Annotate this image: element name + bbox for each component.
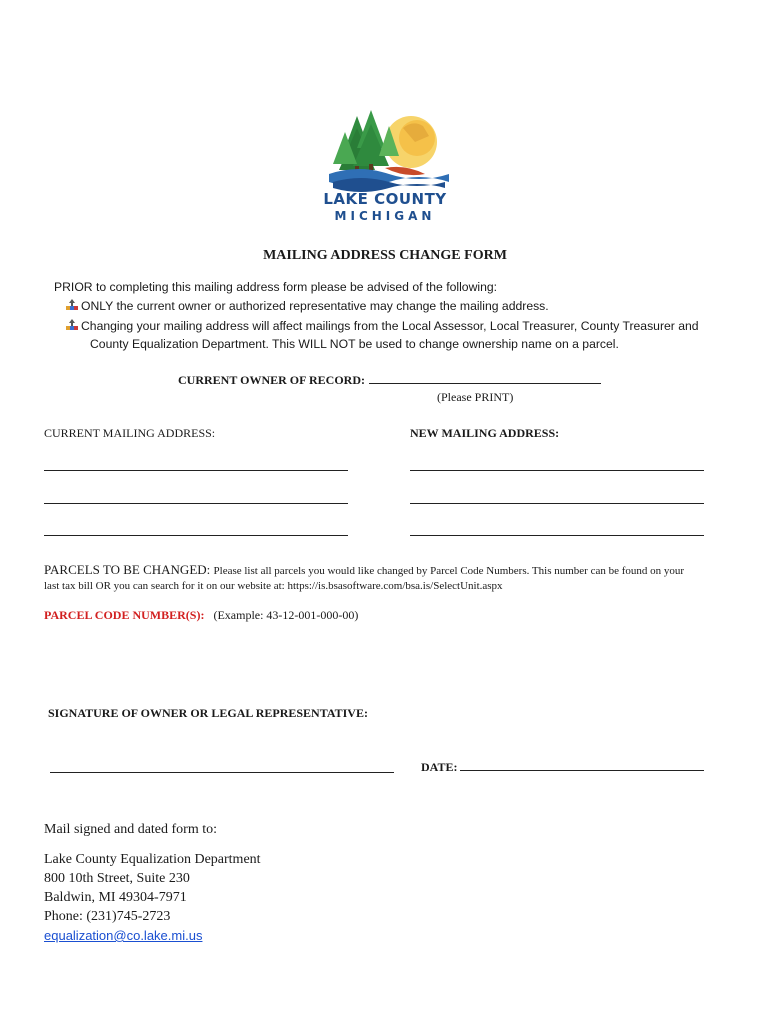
mailing-address-line: Baldwin, MI 49304-7971: [44, 890, 187, 905]
logo-title: LAKE COUNTY: [323, 190, 447, 208]
arrow-bullet-icon: [66, 298, 78, 310]
arrow-bullet-icon: [66, 318, 78, 330]
current-address-line-2[interactable]: [44, 503, 348, 504]
parcels-instructions-continued: last tax bill OR you can search for it on our website at: https://is.bsasoftware.com/bsa.is/SelectUnit.aspx: [44, 580, 503, 592]
notice-bullet-text: ONLY the current owner or authorized representative may change the mailing address.: [81, 299, 549, 313]
notice-intro: PRIOR to completing this mailing address form please be advised of the following:: [54, 280, 498, 294]
mailing-address-line: Lake County Equalization Department: [44, 852, 261, 867]
parcels-instructions: Please list all parcels you would like changed by Parcel Code Numbers. This number can be found on your: [213, 565, 685, 577]
parcel-code-row: [44, 608, 358, 623]
owner-label: CURRENT OWNER OF RECORD:: [178, 373, 366, 387]
notice-bullet-continuation: County Equalization Department. This WILL NOT be used to change ownership name on a parcel.: [90, 337, 619, 351]
mailing-address-line: 800 10th Street, Suite 230: [44, 871, 190, 886]
owner-hint: (Please PRINT): [437, 390, 514, 404]
logo-subtitle: MICHIGAN: [334, 209, 436, 223]
parcels-section: [44, 562, 684, 578]
mail-to-intro: Mail signed and dated form to:: [44, 822, 218, 837]
form-title: MAILING ADDRESS CHANGE FORM: [263, 248, 507, 263]
parcels-heading: PARCELS TO BE CHANGED:: [44, 562, 211, 577]
signature-field[interactable]: [50, 772, 394, 773]
new-address-line-2[interactable]: [410, 503, 704, 504]
parcel-code-example: (Example: 43-12-001-000-00): [213, 608, 359, 622]
notice-bullet: [66, 297, 549, 315]
date-label: DATE:: [421, 760, 458, 774]
notice-bullet: [66, 317, 699, 335]
signature-label: SIGNATURE OF OWNER OR LEGAL REPRESENTATIVE:: [48, 706, 368, 720]
owner-name-field[interactable]: [369, 382, 601, 384]
current-address-line-3[interactable]: [44, 535, 348, 536]
owner-row: [178, 373, 601, 388]
notice-bullet-text: Changing your mailing address will affect mailings from the Local Assessor, Local Treasurer, County Treasurer and: [81, 319, 699, 333]
date-row: [421, 760, 704, 775]
new-address-line-3[interactable]: [410, 535, 704, 536]
mailing-phone: Phone: (231)745-2723: [44, 909, 171, 924]
current-address-label: CURRENT MAILING ADDRESS:: [44, 426, 216, 440]
current-address-line-1[interactable]: [44, 470, 348, 471]
new-address-line-1[interactable]: [410, 470, 704, 471]
new-address-label: NEW MAILING ADDRESS:: [410, 426, 560, 440]
date-field[interactable]: [460, 769, 704, 771]
parcel-code-label: PARCEL CODE NUMBER(S):: [44, 608, 205, 622]
email-link[interactable]: equalization@co.lake.mi.us: [44, 928, 203, 943]
